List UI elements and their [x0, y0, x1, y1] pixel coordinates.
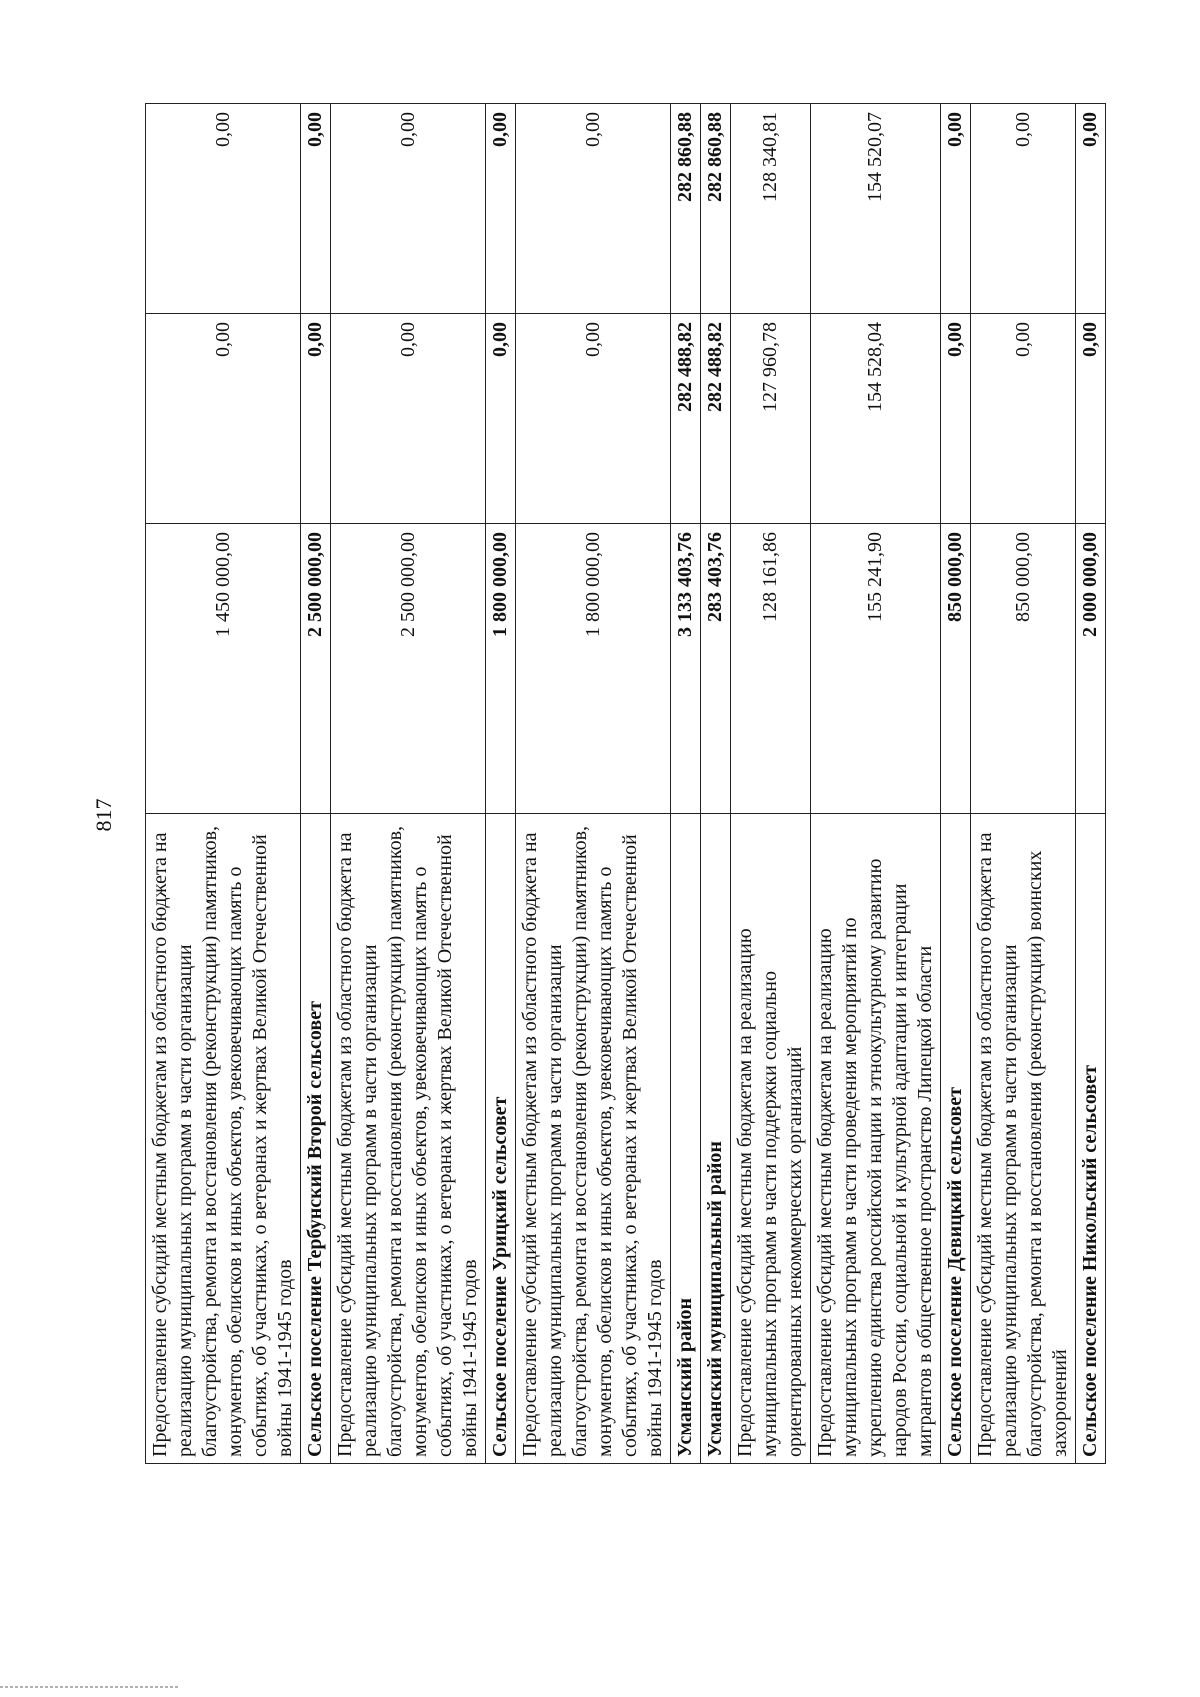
row-value-2: 0,00	[971, 314, 1076, 524]
table-row	[971, 104, 1076, 1464]
budget-table	[145, 103, 1106, 1464]
row-value-1: 155 241,90	[811, 524, 941, 814]
row-description: Предоставление субсидий местным бюджетам из областного бюджета на реализацию муниципальных программ в части организации благоустройства, ремонта и восстановления (реконструкции) памятников, монументов, обелисков и иных объектов, увековечивающих память о событиях, об участниках, о ветеранах и жертвах Великой Отечественной войны 1941-1945 годов	[516, 814, 671, 1464]
row-value-3: 0,00	[486, 104, 516, 314]
row-value-1: 2 500 000,00	[301, 524, 331, 814]
row-value-3: 282 860,88	[701, 104, 731, 314]
row-description: Предоставление субсидий местным бюджетам на реализацию муниципальных программ в части поддержки социально ориентированных некоммерческих организаций	[731, 814, 811, 1464]
row-value-2: 0,00	[1076, 314, 1106, 524]
table-row	[301, 104, 331, 1464]
row-value-3: 154 520,07	[811, 104, 941, 314]
row-description: Усманский район	[671, 814, 701, 1464]
table-row	[731, 104, 811, 1464]
row-value-2: 282 488,82	[701, 314, 731, 524]
row-description: Сельское поселение Девицкий сельсовет	[941, 814, 971, 1464]
row-value-3: 282 860,88	[671, 104, 701, 314]
row-value-1: 850 000,00	[941, 524, 971, 814]
table-row	[811, 104, 941, 1464]
row-value-1: 1 450 000,00	[146, 524, 301, 814]
row-value-2: 0,00	[146, 314, 301, 524]
row-description: Предоставление субсидий местным бюджетам на реализацию муниципальных программ в части проведения мероприятий по укреплению единства российской нации и этнокультурному развитию народов России, социальной и культурной адаптации и интеграции мигрантов в общественное пространство Липецкой области	[811, 814, 941, 1464]
row-value-3: 0,00	[331, 104, 486, 314]
table-row	[486, 104, 516, 1464]
row-value-3: 0,00	[146, 104, 301, 314]
row-value-3: 0,00	[301, 104, 331, 314]
table-row	[146, 104, 301, 1464]
scan-artifact-line	[0, 1686, 180, 1688]
row-value-2: 0,00	[331, 314, 486, 524]
row-value-1: 3 133 403,76	[671, 524, 701, 814]
table-row	[671, 104, 701, 1464]
row-value-3: 0,00	[516, 104, 671, 314]
row-value-1: 2 500 000,00	[331, 524, 486, 814]
row-description: Предоставление субсидий местным бюджетам из областного бюджета на реализацию муниципальных программ в части организации благоустройства, ремонта и восстановления (реконструкции) воинских захоронений	[971, 814, 1076, 1464]
row-description: Сельское поселение Никольский сельсовет	[1076, 814, 1106, 1464]
row-value-2: 0,00	[301, 314, 331, 524]
row-value-3: 0,00	[971, 104, 1076, 314]
row-value-1: 128 161,86	[731, 524, 811, 814]
row-value-2: 0,00	[486, 314, 516, 524]
table-row	[331, 104, 486, 1464]
row-value-2: 282 488,82	[671, 314, 701, 524]
row-description: Сельское поселение Тербунский Второй сельсовет	[301, 814, 331, 1464]
row-value-2: 127 960,78	[731, 314, 811, 524]
row-value-2: 0,00	[941, 314, 971, 524]
table-row	[941, 104, 971, 1464]
rotated-table-container	[145, 104, 1101, 1464]
table-row	[516, 104, 671, 1464]
row-value-3: 128 340,81	[731, 104, 811, 314]
row-value-1: 2 000 000,00	[1076, 524, 1106, 814]
row-value-3: 0,00	[941, 104, 971, 314]
row-value-2: 154 528,04	[811, 314, 941, 524]
row-description: Усманский муниципальный район	[701, 814, 731, 1464]
table-row	[701, 104, 731, 1464]
row-description: Предоставление субсидий местным бюджетам из областного бюджета на реализацию муниципальных программ в части организации благоустройства, ремонта и восстановления (реконструкции) памятников, монументов, обелисков и иных объектов, увековечивающих память о событиях, об участниках, о ветеранах и жертвах Великой Отечественной войны 1941-1945 годов	[146, 814, 301, 1464]
page-number-text: 817	[91, 798, 116, 832]
row-value-1: 850 000,00	[971, 524, 1076, 814]
row-value-1: 1 800 000,00	[486, 524, 516, 814]
row-description: Сельское поселение Урицкий сельсовет	[486, 814, 516, 1464]
row-value-2: 0,00	[516, 314, 671, 524]
row-description: Предоставление субсидий местным бюджетам из областного бюджета на реализацию муниципальных программ в части организации благоустройства, ремонта и восстановления (реконструкции) памятников, монументов, обелисков и иных объектов, увековечивающих память о событиях, об участниках, о ветеранах и жертвах Великой Отечественной войны 1941-1945 годов	[331, 814, 486, 1464]
row-value-1: 283 403,76	[701, 524, 731, 814]
row-value-1: 1 800 000,00	[516, 524, 671, 814]
table-row	[1076, 104, 1106, 1464]
row-value-3: 0,00	[1076, 104, 1106, 314]
